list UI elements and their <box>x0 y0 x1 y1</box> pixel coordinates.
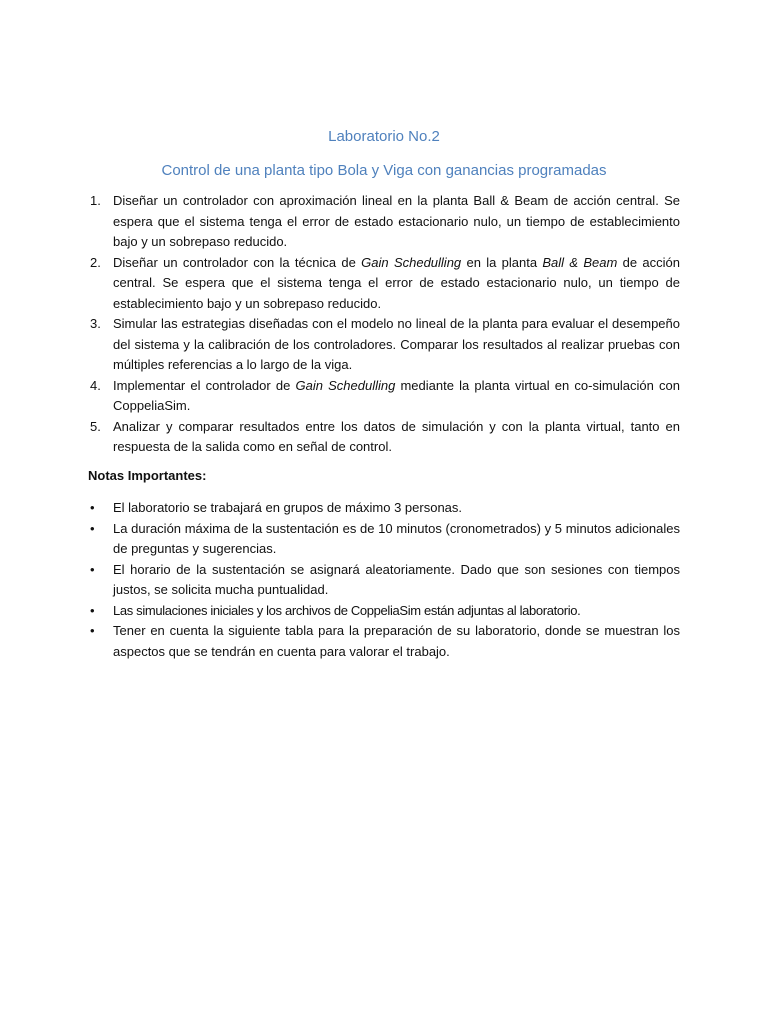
document-title: Laboratorio No.2 <box>328 128 440 145</box>
note-item-1 <box>88 498 680 519</box>
note-item-3 <box>88 560 680 601</box>
objective-number: 4. <box>90 377 101 393</box>
bullet-icon: • <box>90 500 95 515</box>
objective-text-part: de acción central. Se espera que el sistema tenga el error de estado estacionario nulo, un tiempo de establecimiento bajo y un sobrepaso reducido. <box>113 254 680 311</box>
document-body <box>88 191 680 662</box>
objective-number: 1. <box>90 193 101 208</box>
objective-item-5 <box>88 417 680 458</box>
note-text: Las simulaciones iniciales y los archivos de CoppeliaSim están adjuntas al laboratorio. <box>113 602 581 618</box>
bullet-icon: • <box>90 602 95 618</box>
objective-item-2 <box>88 253 680 315</box>
objective-italic-term: Gain Schedulling <box>295 377 396 393</box>
objective-item-4 <box>88 376 680 417</box>
note-text: La duración máxima de la sustentación es de 10 minutos (cronometrados) y 5 minutos adicionales de preguntas y sugerencias. <box>113 520 680 556</box>
objective-italic-term: Gain Schedulling <box>361 254 462 270</box>
notes-list <box>88 498 680 662</box>
document-subtitle: Control de una planta tipo Bola y Viga con ganancias programadas <box>161 162 607 179</box>
note-text: El horario de la sustentación se asignará aleatoriamente. Dado que son sesiones con tiempos justos, se solicita mucha puntualidad. <box>113 561 680 597</box>
notes-heading: Notas Importantes: <box>88 467 207 483</box>
objective-item-3 <box>88 314 680 376</box>
objective-number: 2. <box>90 254 101 270</box>
objective-text: Analizar y comparar resultados entre los datos de simulación y con la planta virtual, tanto en respuesta de la salida como en señal de control. <box>113 418 680 454</box>
objective-number: 3. <box>90 316 101 331</box>
bullet-icon: • <box>90 623 95 638</box>
note-text: Tener en cuenta la siguiente tabla para la preparación de su laboratorio, donde se muestran los aspectos que se tendrán en cuenta para valorar el trabajo. <box>113 623 680 659</box>
objective-text: Diseñar un controlador con aproximación lineal en la planta Ball & Beam de acción central. Se espera que el sistema tenga el error de estado estacionario nulo, un tiempo de establecimiento bajo y un sobrepaso reducido. <box>113 193 680 249</box>
bullet-icon: • <box>90 520 95 536</box>
note-text: El laboratorio se trabajará en grupos de máximo 3 personas. <box>113 500 463 515</box>
objective-text-part: mediante la planta virtual en co-simulación con CoppeliaSim. <box>113 377 680 413</box>
objective-number: 5. <box>90 418 101 434</box>
objective-text-part: Implementar el controlador de <box>113 377 296 393</box>
objective-text: Simular las estrategias diseñadas con el modelo no lineal de la planta para evaluar el desempeño del sistema y la calibración de los controladores. Comparar los resultados al realizar pruebas con múltiples referencias a lo largo de la viga. <box>113 316 680 372</box>
bullet-icon: • <box>90 561 95 577</box>
note-item-2 <box>88 519 680 560</box>
objective-item-1 <box>88 191 680 253</box>
note-item-5 <box>88 621 680 662</box>
objective-text-part: en la planta <box>461 254 543 270</box>
objectives-list <box>88 191 680 458</box>
objective-italic-term: Ball & Beam <box>542 254 618 270</box>
note-item-4 <box>88 601 680 622</box>
objective-text-part: Diseñar un controlador con la técnica de <box>113 254 362 270</box>
